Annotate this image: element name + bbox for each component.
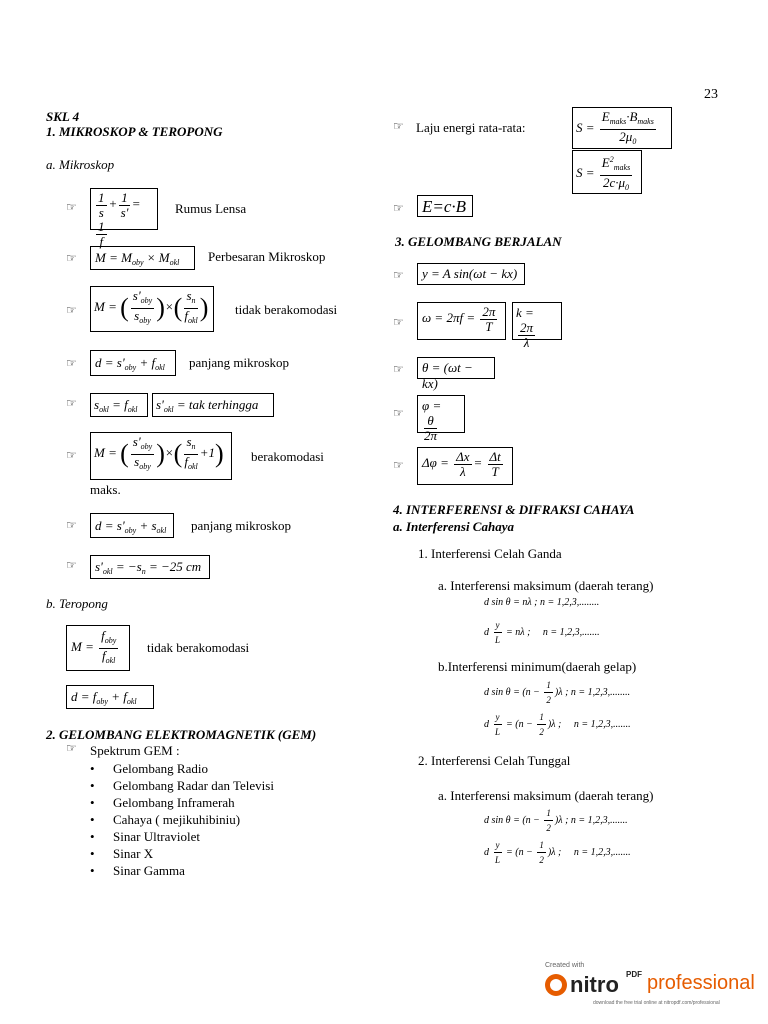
- formula-dsin-min: d sin θ = (n − $\frac{1}{2}$ )λ ; n = 1,2,3,........: [484, 680, 631, 705]
- tagline: download the free trial online at nitropdf.com/professional: [593, 1000, 720, 1006]
- nitro-brand: nitro: [570, 972, 619, 997]
- formula-magnification: $M = M_{oby} \times M_{okl}$: [90, 246, 195, 270]
- n-list: n = 1,2,3,........: [570, 686, 631, 698]
- list-item: Sinar Ultraviolet: [113, 829, 201, 844]
- label-perbesaran: Perbesaran Mikroskop: [208, 249, 326, 264]
- label-spektrum: Spektrum GEM :: [90, 743, 180, 758]
- list-item: Cahaya ( mejikuhibiniu): [113, 812, 241, 827]
- bullet-icon: •: [90, 846, 95, 861]
- formula-dyL-single: d $\frac{y}{L}$ = (n − $\frac{1}{2}$ )λ ; n = 1,2,3,.......: [484, 840, 631, 865]
- formula-s-avg-1: S = $\frac{E_{maks}\cdot B_{maks}}{2\mu_0}$: [572, 107, 672, 149]
- hand-pointer-icon: ☞: [66, 356, 77, 370]
- subheading-teropong: b. Teropong: [46, 596, 108, 611]
- formula-s-avg-2: S = $\frac{E^2_{maks}}{2c\cdot\mu_0}$: [572, 150, 642, 194]
- formula-theta: θ = (ωt − kx): [417, 357, 495, 379]
- formula-telescope-m: M = $\frac{f_{oby}}{f_{okl}}$: [66, 625, 130, 671]
- nitro-logo-icon: [545, 974, 567, 996]
- created-with-text: Created with: [545, 962, 585, 969]
- bullet-icon: •: [90, 761, 95, 776]
- list-item: Gelombang Radio: [113, 761, 208, 776]
- n-list: n = 1,2,3,.......: [542, 626, 600, 638]
- formula-omega: ω = 2πf = $\frac{2\pi}{T}$: [417, 302, 506, 340]
- formula-wave: y = A sin(ωt − kx): [417, 263, 525, 285]
- hand-pointer-icon: ☞: [393, 201, 404, 215]
- formula-m-unaccommodated: M = ( $\frac{s'_{oby}}{s_{oby}}$ )×( $\frac{s_n}{f_{okl}}$ ): [90, 286, 214, 332]
- nitro-watermark: [545, 962, 765, 1012]
- list-item: Sinar X: [113, 846, 154, 861]
- heading-gelombang-berjalan: 3. GELOMBANG BERJALAN: [395, 234, 562, 249]
- list-item: Gelombang Radar dan Televisi: [113, 778, 274, 793]
- formula-dyL-min: d $\frac{y}{L}$ = (n − $\frac{1}{2}$ )λ ; n = 1,2,3,.......: [484, 712, 631, 737]
- heading-gem: 2. GELOMBANG ELEKTROMAGNETIK (GEM): [46, 727, 317, 742]
- tak-terhingga-text: = tak terhingga: [176, 397, 259, 412]
- formula-phi: φ = $\frac{\theta}{2\pi}$: [417, 395, 465, 433]
- hand-pointer-icon: ☞: [66, 303, 77, 317]
- bullet-icon: •: [90, 812, 95, 827]
- formula-length: $d = s'_{oby} + f_{okl}$: [90, 350, 176, 376]
- label-tidak-berakomodasi-2: tidak berakomodasi: [147, 640, 250, 655]
- formula-e-cb: E=c·B: [417, 195, 473, 217]
- hand-pointer-icon: ☞: [66, 741, 77, 755]
- label-min-1: b.Interferensi minimum(daerah gelap): [438, 659, 637, 674]
- hand-pointer-icon: ☞: [66, 448, 77, 462]
- pdf-superscript: PDF: [626, 970, 642, 979]
- bullet-icon: •: [90, 863, 95, 878]
- hand-pointer-icon: ☞: [393, 268, 404, 282]
- formula-telescope-d: $d = f_{oby} + f_{okl}$: [66, 685, 154, 709]
- formula-near-point: $s'_{okl} = -s_n = -25$ cm: [90, 555, 210, 579]
- heading-interferensi: 4. INTERFERENSI & DIFRAKSI CAHAYA: [393, 502, 635, 517]
- hand-pointer-icon: ☞: [393, 119, 404, 133]
- label-maks: maks.: [90, 482, 121, 497]
- subheading-interferensi-cahaya: a. Interferensi Cahaya: [393, 519, 514, 534]
- professional-text: professional: [647, 972, 755, 994]
- hand-pointer-icon: ☞: [393, 362, 404, 376]
- label-rumus-lensa: Rumus Lensa: [175, 201, 247, 216]
- formula-lens: $\frac{1}{s}$ + $\frac{1}{s'}$ = $\frac{1}{f}$: [90, 188, 158, 230]
- n-list: n = 1,2,3,.......: [573, 718, 631, 730]
- item-celah-tunggal: 2. Interferensi Celah Tunggal: [418, 753, 571, 768]
- bullet-icon: •: [90, 829, 95, 844]
- near-point-minus-sn: = −s: [115, 559, 142, 574]
- page-number: 23: [704, 87, 718, 102]
- item-celah-ganda: 1. Interferensi Celah Ganda: [418, 546, 562, 561]
- formula-s-okl: $s_{okl} = f_{okl}$: [90, 393, 148, 417]
- heading-mikroskop: 1. MIKROSKOP & TEROPONG: [46, 124, 223, 139]
- hand-pointer-icon: ☞: [66, 558, 77, 572]
- formula-dsin-single: d sin θ = (n − $\frac{1}{2}$ )λ ; n = 1,2,3,.......: [484, 808, 628, 833]
- list-item: Sinar Gamma: [113, 863, 185, 878]
- formula-k: k = $\frac{2\pi}{\lambda}$: [512, 302, 562, 340]
- skl-label: SKL 4: [46, 109, 80, 124]
- label-max-2: a. Interferensi maksimum (daerah terang): [438, 788, 654, 803]
- label-panjang-mikroskop-2: panjang mikroskop: [191, 518, 292, 533]
- hand-pointer-icon: ☞: [66, 251, 77, 265]
- hand-pointer-icon: ☞: [393, 315, 404, 329]
- hand-pointer-icon: ☞: [393, 406, 404, 420]
- subheading-mikroskop: a. Mikroskop: [46, 157, 115, 172]
- formula-s-okl-infinite: $s'_{okl}$ = tak terhingga: [152, 393, 274, 417]
- near-point-value: = −25 cm: [148, 559, 202, 574]
- hand-pointer-icon: ☞: [66, 200, 77, 214]
- hand-pointer-icon: ☞: [66, 396, 77, 410]
- n-list: n = 1,2,3,.......: [570, 814, 628, 826]
- n-list: n = 1,2,3,.......: [573, 846, 631, 858]
- formula-m-accommodated: M = ( $\frac{s'_{oby}}{s_{oby}}$ )×( $\frac{s_n}{f_{okl}}$ +1): [90, 432, 232, 480]
- formula-dsin-max: d sin θ = nλ ; n = 1,2,3,........: [484, 597, 600, 608]
- bullet-icon: •: [90, 795, 95, 810]
- label-laju-energi: Laju energi rata-rata:: [416, 120, 526, 135]
- formula-delta-phi: Δφ = $\frac{\Delta x}{\lambda}$ = $\frac{\Delta t}{T}$: [417, 447, 513, 485]
- hand-pointer-icon: ☞: [393, 458, 404, 472]
- bullet-icon: •: [90, 778, 95, 793]
- formula-length-accommodated: $d = s'_{oby} + s_{okl}$: [90, 513, 174, 538]
- hand-pointer-icon: ☞: [66, 518, 77, 532]
- label-berakomodasi: berakomodasi: [251, 449, 324, 464]
- label-tidak-berakomodasi: tidak berakomodasi: [235, 302, 338, 317]
- label-panjang-mikroskop: panjang mikroskop: [189, 355, 290, 370]
- formula-dyL-max: d $\frac{y}{L}$ = nλ ; n = 1,2,3,.......: [484, 620, 600, 645]
- label-max-1: a. Interferensi maksimum (daerah terang): [438, 578, 654, 593]
- list-item: Gelombang Inframerah: [113, 795, 235, 810]
